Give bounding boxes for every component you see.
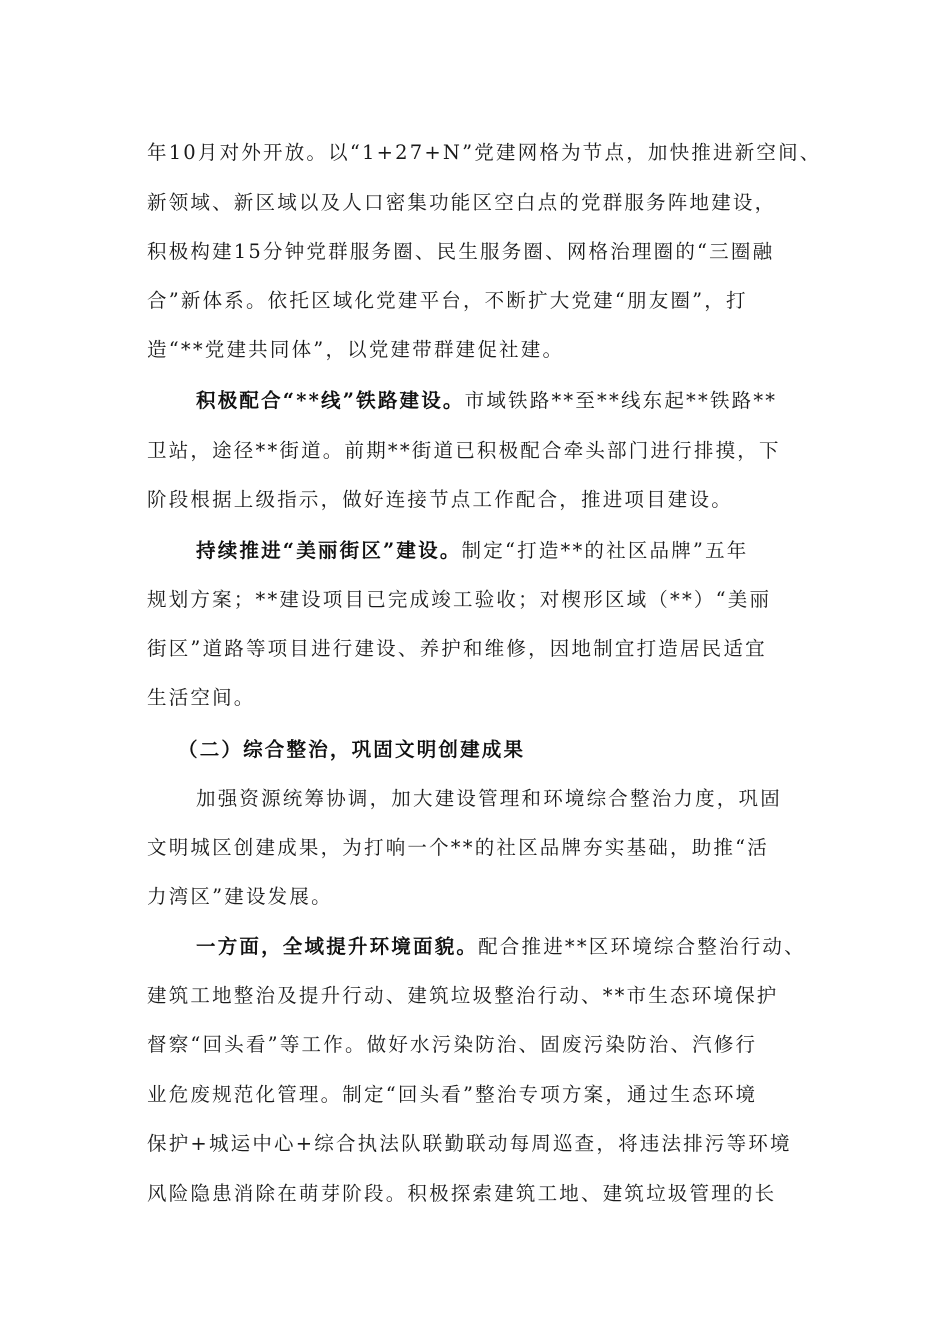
paragraph-line: 造“**党建共同体”，以党建带群建促社建。: [147, 338, 565, 361]
paragraph-line: 卫站，途径**街道。前期**街道已积极配合牵头部门进行排摸，下: [147, 439, 781, 462]
paragraph-text: 配合推进**区环境综合整治行动、: [478, 935, 806, 958]
paragraph-line: 街区”道路等项目进行建设、养护和维修，因地制宜打造居民适宜: [147, 637, 767, 660]
paragraph-line: 年10月对外开放。以“1+27+N”党建网格为节点，加快推进新空间、: [147, 141, 822, 164]
paragraph-text: 市域铁路**至**线东起**铁路**: [464, 389, 778, 412]
paragraph-first-line: [196, 387, 777, 415]
paragraph-line: 保护+城运中心+综合执法队联勤联动每周巡查，将违法排污等环境: [147, 1132, 792, 1155]
paragraph-line: 生活空间。: [147, 686, 256, 709]
paragraph-line: 风险隐患消除在萌芽阶段。积极探索建筑工地、建筑垃圾管理的长: [147, 1182, 777, 1205]
paragraph-line: 积极构建15分钟党群服务圈、民生服务圈、网格治理圈的“三圈融: [147, 240, 775, 263]
paragraph-first-line: [196, 933, 806, 961]
paragraph-line: 合”新体系。依托区域化党建平台，不断扩大党建“朋友圈”，打: [147, 289, 748, 312]
paragraph-line: 阶段根据上级指示，做好连接节点工作配合，推进项目建设。: [147, 488, 733, 511]
section-title: （二）综合整治，巩固文明创建成果: [178, 738, 526, 761]
paragraph-first-line: [196, 537, 749, 565]
paragraph-line: 新领域、新区域以及人口密集功能区空白点的党群服务阵地建设，: [147, 191, 777, 214]
paragraph-line: 力湾区”建设发展。: [147, 885, 333, 908]
paragraph-heading: 持续推进“美丽街区”建设。: [196, 539, 462, 562]
paragraph-line: 文明城区创建成果，为打响一个**的社区品牌夯实基础，助推“活: [147, 836, 769, 859]
paragraph-line: 建筑工地整治及提升行动、建筑垃圾整治行动、**市生态环境保护: [147, 984, 779, 1007]
paragraph-line: 加强资源统筹协调，加大建设管理和环境综合整治力度，巩固: [196, 787, 782, 810]
paragraph-line: 业危废规范化管理。制定“回头看”整治专项方案，通过生态环境: [147, 1083, 758, 1106]
paragraph-text: 制定“打造**的社区品牌”五年: [461, 539, 749, 562]
paragraph-heading: 一方面，全域提升环境面貌。: [196, 935, 479, 958]
paragraph-line: 督察“回头看”等工作。做好水污染防治、固废污染防治、汽修行: [147, 1033, 758, 1056]
paragraph-line: 规划方案；**建设项目已完成竣工验收；对楔形区域（**）“美丽: [147, 588, 772, 611]
paragraph-heading: 积极配合“**线”铁路建设。: [196, 389, 465, 412]
